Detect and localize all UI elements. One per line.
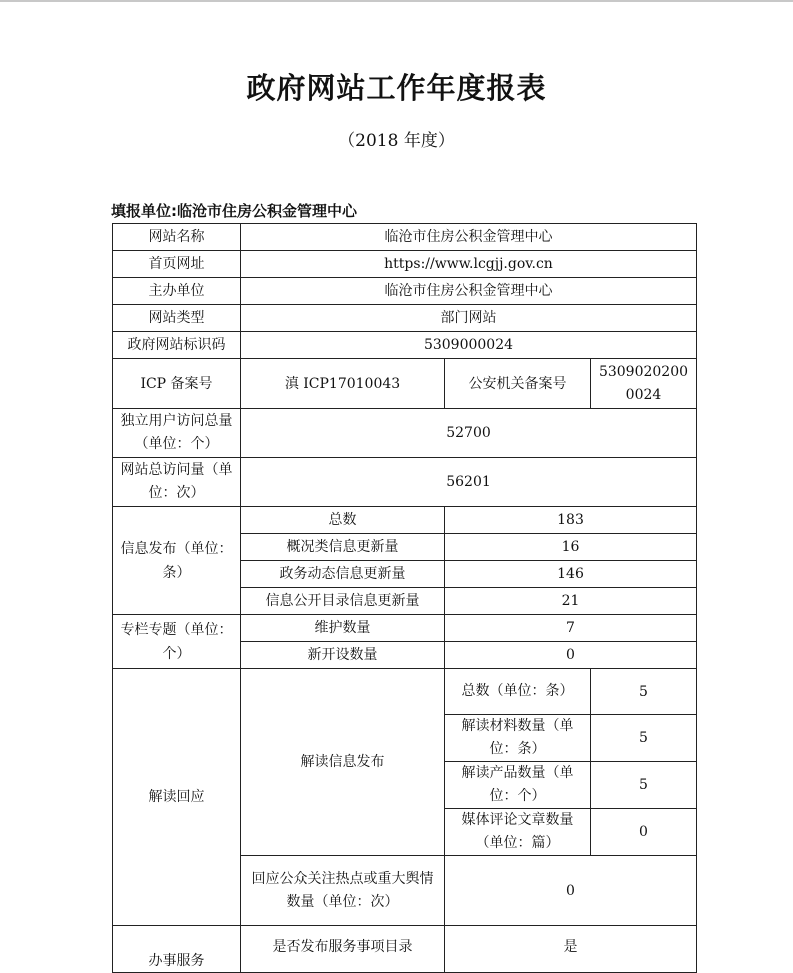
table-row	[113, 332, 697, 359]
interpret-label: 解读回应	[113, 669, 241, 926]
home-url-value: https://www.lcgjj.gov.cn	[241, 251, 697, 278]
item-label: 总数	[241, 507, 445, 534]
table-row	[113, 669, 697, 715]
item-label: 概况类信息更新量	[241, 534, 445, 561]
total-visits-value: 56201	[241, 458, 697, 507]
item-value: 是	[445, 926, 697, 973]
hotspot-label: 回应公众关注热点或重大舆情数量（单位：次）	[241, 856, 445, 926]
item-label: 维护数量	[241, 615, 445, 642]
item-label: 是否发布服务事项目录	[241, 926, 445, 973]
item-value: 16	[445, 534, 697, 561]
reporting-unit: 填报单位:临沧市住房公积金管理中心	[111, 202, 358, 220]
item-label: 新开设数量	[241, 642, 445, 669]
report-table	[112, 223, 697, 973]
table-row	[113, 507, 697, 534]
icp-value: 滇 ICP17010043	[241, 359, 445, 409]
top-border-line	[0, 0, 793, 2]
item-value: 0	[591, 809, 697, 856]
item-value: 5	[591, 715, 697, 762]
item-value: 5	[591, 669, 697, 715]
table-row	[113, 224, 697, 251]
table-row	[113, 359, 697, 409]
table-row	[113, 278, 697, 305]
item-label: 媒体评论文章数量（单位：篇）	[445, 809, 591, 856]
police-record-label: 公安机关备案号	[445, 359, 591, 409]
item-value: 21	[445, 588, 697, 615]
item-value: 7	[445, 615, 697, 642]
table-row	[113, 458, 697, 507]
row-label: 网站名称	[113, 224, 241, 251]
interpret-sub-label: 解读信息发布	[241, 669, 445, 856]
site-id-value: 5309000024	[241, 332, 697, 359]
item-value: 0	[445, 642, 697, 669]
page-title: 政府网站工作年度报表	[246, 71, 547, 105]
report-year: （2018 年度）	[338, 131, 455, 151]
site-type-value: 部门网站	[241, 305, 697, 332]
item-label: 解读材料数量（单位：条）	[445, 715, 591, 762]
police-record-value: 53090202000024	[591, 359, 697, 409]
columns-label: 专栏专题（单位：个）	[113, 615, 241, 669]
table-row	[113, 409, 697, 458]
row-label: 网站类型	[113, 305, 241, 332]
hotspot-value: 0	[445, 856, 697, 926]
row-label: ICP 备案号	[113, 359, 241, 409]
item-label: 总数（单位：条）	[445, 669, 591, 715]
service-label: 办事服务	[113, 926, 241, 973]
row-label: 政府网站标识码	[113, 332, 241, 359]
unique-visitors-value: 52700	[241, 409, 697, 458]
row-label: 主办单位	[113, 278, 241, 305]
site-name-value: 临沧市住房公积金管理中心	[241, 224, 697, 251]
item-label: 信息公开目录信息更新量	[241, 588, 445, 615]
table-row	[113, 305, 697, 332]
table-row	[113, 926, 697, 973]
sponsor-value: 临沧市住房公积金管理中心	[241, 278, 697, 305]
table-row	[113, 615, 697, 642]
item-label: 政务动态信息更新量	[241, 561, 445, 588]
item-value: 183	[445, 507, 697, 534]
row-label: 网站总访问量（单位：次）	[113, 458, 241, 507]
item-value: 5	[591, 762, 697, 809]
item-label: 解读产品数量（单位：个）	[445, 762, 591, 809]
table-row	[113, 251, 697, 278]
info-publish-label: 信息发布（单位：条）	[113, 507, 241, 615]
row-label: 首页网址	[113, 251, 241, 278]
row-label: 独立用户访问总量（单位：个）	[113, 409, 241, 458]
item-value: 146	[445, 561, 697, 588]
